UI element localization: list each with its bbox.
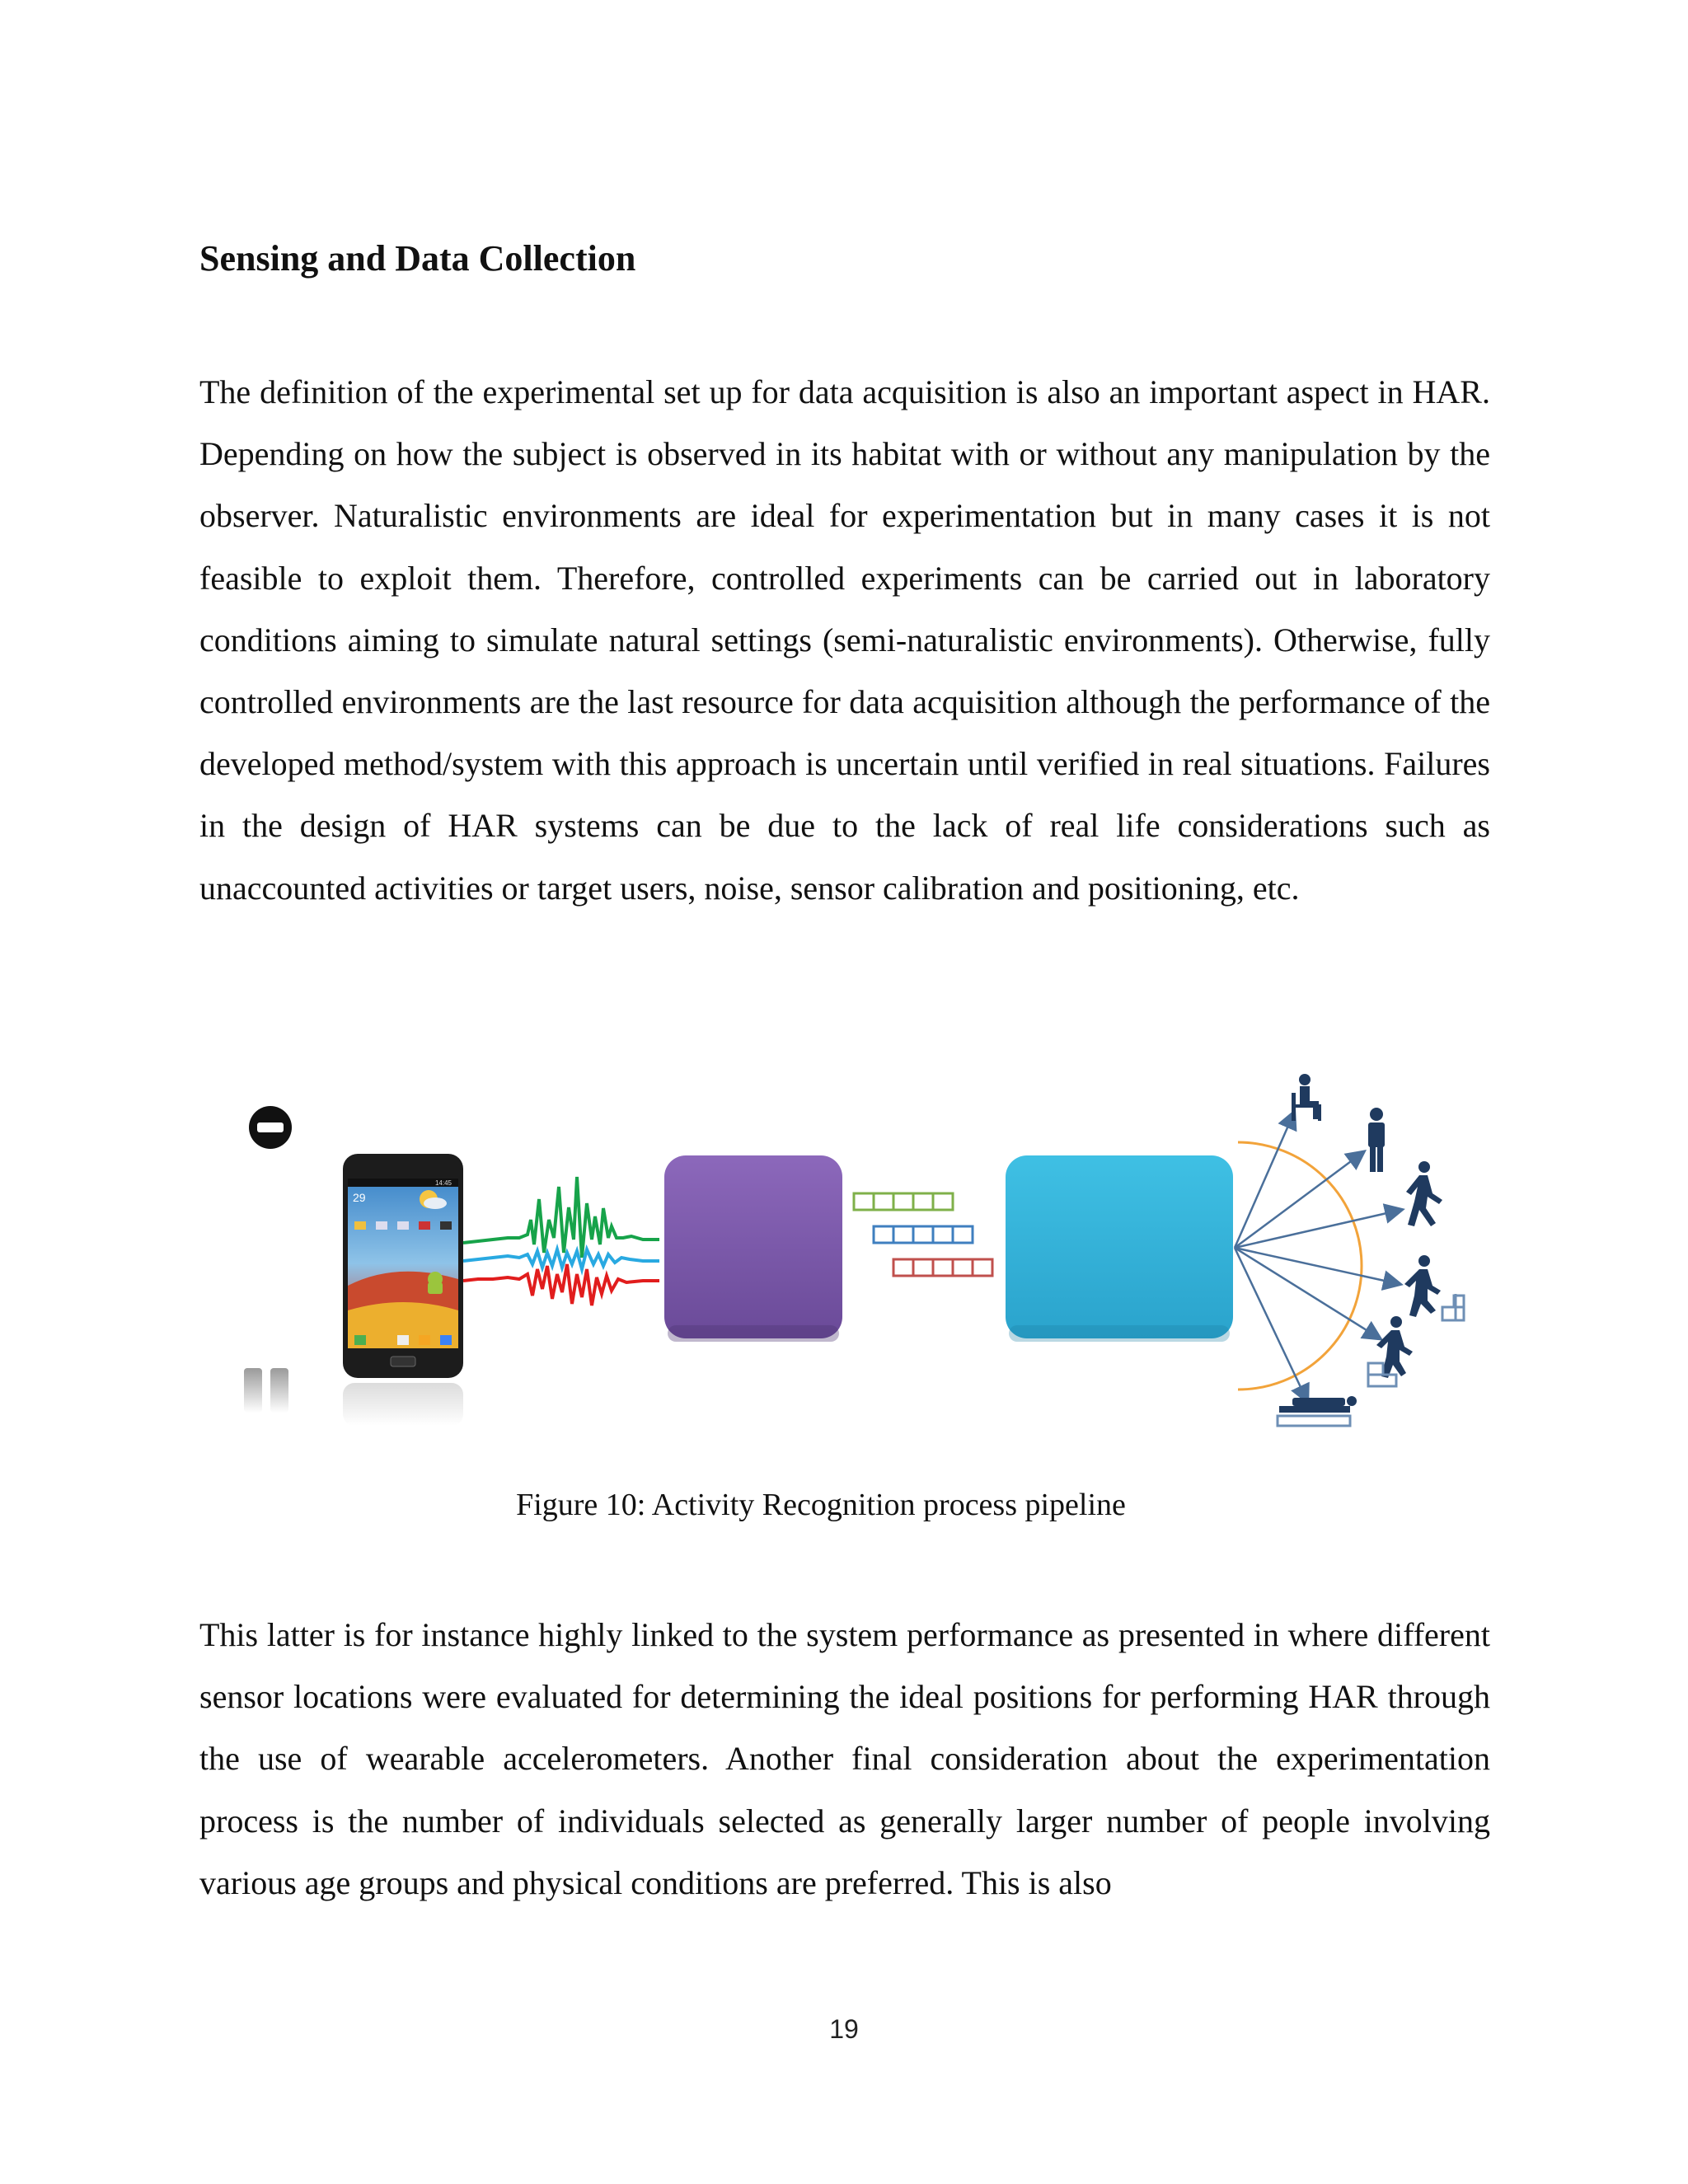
pause-icon	[244, 1368, 288, 1413]
body-paragraph-2: This latter is for instance highly linked to the system performance as presented in where different sensor locations were evaluated for determining the ideal positions for performing HAR through the use of wearable accelerometers. Another final consideration about the experimentation process is the number of individuals selected as generally larger number of people involving various age groups and physical conditions are preferred. This is also	[199, 1616, 1490, 1901]
figure-caption	[0, 1487, 1688, 1523]
figure-caption-text: Figure 10: Activity Recognition process pipeline	[516, 1488, 1126, 1522]
feature-vector-red	[893, 1259, 992, 1276]
sensor-signal-waves	[463, 1177, 659, 1305]
phone-date: 29	[353, 1191, 366, 1204]
phone-status-time: 14:45	[434, 1179, 452, 1187]
smartphone-icon	[343, 1154, 463, 1426]
feature-vector-green	[854, 1193, 953, 1210]
sitting-icon	[1292, 1074, 1321, 1121]
walking-icon	[1406, 1161, 1442, 1226]
feature-vectors	[854, 1193, 992, 1276]
no-entry-icon	[249, 1106, 292, 1149]
feature-vector-blue	[874, 1226, 973, 1243]
walking-downstairs-icon	[1368, 1316, 1413, 1386]
body-paragraph-1: The definition of the experimental set up for data acquisition is also an important aspect in HAR. Depending on how the subject is observed in its habitat with or without any manipulation by the observer. Naturalistic environments are ideal for experimentation but in many cases it is not feasible to exploit them. Therefore, controlled experiments can be carried out in laboratory conditions aiming to simulate natural settings (semi-naturalistic environments). Otherwise, fully controlled environments are the last resource for data acquisition although the performance of the developed method/system with this approach is uncertain until verified in real situations. Failures in the design of HAR systems can be due to the lack of real life considerations such as unaccounted activities or target users, noise, sensor calibration and positioning, etc.	[199, 373, 1490, 907]
section-heading: Sensing and Data Collection	[199, 238, 636, 279]
classification-box	[1006, 1155, 1233, 1342]
walking-upstairs-icon	[1404, 1255, 1464, 1320]
pipeline-diagram	[231, 1063, 1484, 1442]
standing-icon	[1368, 1108, 1385, 1172]
signal-processing-box	[664, 1155, 842, 1342]
classification-output-arrows	[1235, 1113, 1401, 1401]
lying-icon	[1278, 1396, 1357, 1426]
page-number: 19	[829, 2014, 859, 2044]
activity-recognition-figure	[231, 1063, 1484, 1442]
